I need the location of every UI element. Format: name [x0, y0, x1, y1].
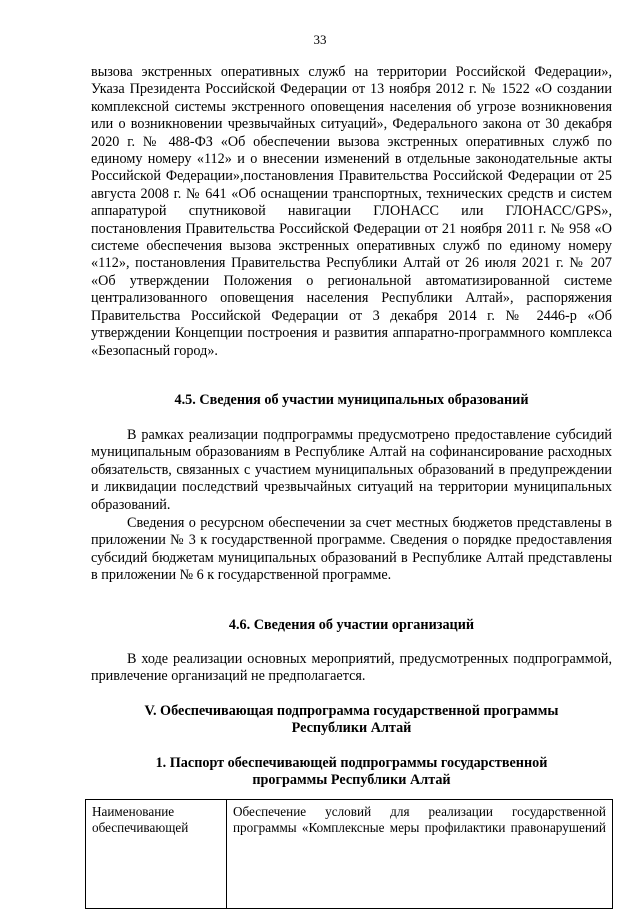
section-v-1-heading [91, 755, 612, 790]
passport-value-cell: Обеспечение условий для реализации государственной программы «Комплексные меры профилактики правонарушений [227, 800, 613, 909]
section-v-heading [91, 703, 612, 738]
section-4-5-heading: 4.5. Сведения об участии муниципальных образований [174, 392, 529, 408]
section-4-5-paragraph-2: Сведения о ресурсном обеспечении за счет местных бюджетов представлены в приложении № 3 к государственной программе. Сведения о порядке предоставления субсидий бюджетам муниципальных образований в Республике Алтай представлены в приложении № 6 к государственной программе. [91, 515, 612, 584]
intro-paragraph: вызова экстренных оперативных служб на территории Российской Федерации», Указа Президента Российской Федерации от 13 ноября 2012 г. № 1522 «О создании комплексной системы экстренного оповещения населения об угрозе возникновения или о возникновении чрезвычайных ситуаций», Федерального закона от 30 декабря 2020 г. № 488-ФЗ «Об обеспечении вызова экстренных оперативных служб по единому номеру «112» и о внесении изменений в отдельные законодательные акты Российской Федерации»,постановления Правительства Российской Федерации от 25 августа 2008 г. № 641 «Об оснащении транспортных, технических средств и систем аппаратурой спутниковой навигации ГЛОНАСС или ГЛОНАСС/GPS», постановления Правительства Российской Федерации от 21 ноября 2011 г. № 958 «О системе обеспечения вызова экстренных оперативных служб по единому номеру «112», постановления Правительства Республики Алтай от 26 июля 2021 г. № 207 «Об утверждении Положения о региональной автоматизированной системе централизованного оповещения населения Республики Алтай», распоряжения Правительства Российской Федерации от 3 декабря 2014 г. № 2446-р «Об утверждении Концепции построения и развития аппаратно-программного комплекса «Безопасный город». [91, 64, 612, 359]
passport-label-cell: Наименование обеспечивающей [86, 800, 227, 909]
passport-table [85, 799, 613, 909]
section-v-heading-line-1: V. Обеспечивающая подпрограмма государственной программы [144, 703, 559, 719]
section-v-1-heading-line-2: программы Республики Алтай [252, 772, 451, 789]
section-4-5-paragraph-1: В рамках реализации подпрограммы предусмотрено предоставление субсидий муниципальным образованиям в Республике Алтай на софинансирование расходных обязательств, связанных с участием муниципальных образований в предупреждении и ликвидации последствий чрезвычайных ситуаций на территории муниципальных образований. [91, 427, 612, 513]
section-4-6-heading: 4.6. Сведения об участии организаций [228, 617, 475, 633]
section-4-6-paragraph: В ходе реализации основных мероприятий, предусмотренных подпрограммой, привлечение организаций не предполагается. [91, 651, 612, 685]
section-v-1-heading-line-1: 1. Паспорт обеспечивающей подпрограммы государственной [155, 755, 548, 771]
page-number: 33 [313, 32, 327, 47]
section-v-heading-line-2: Республики Алтай [291, 720, 412, 737]
table-row [86, 800, 613, 909]
